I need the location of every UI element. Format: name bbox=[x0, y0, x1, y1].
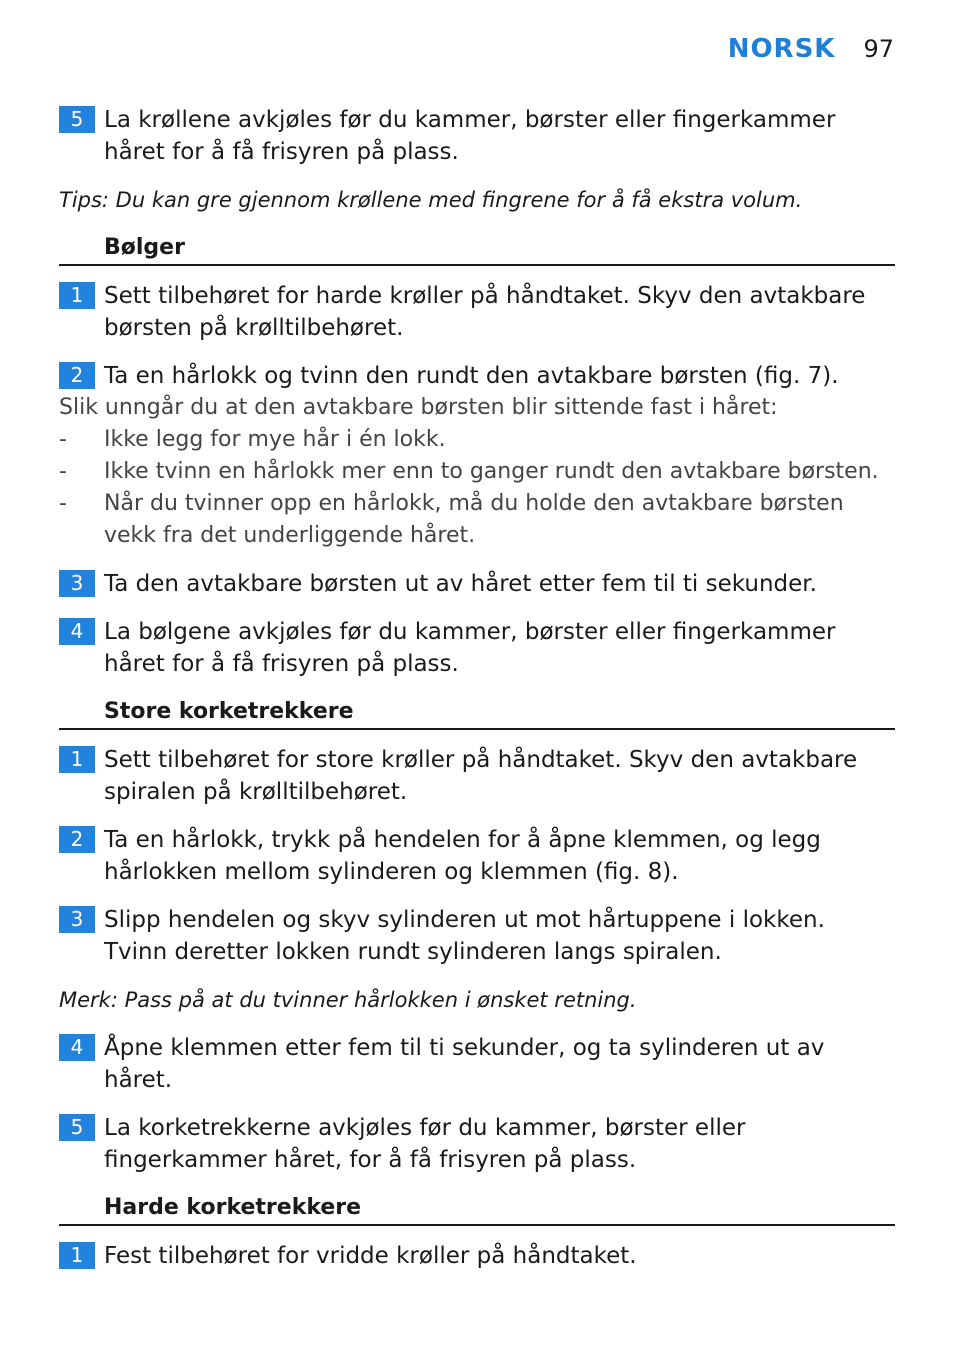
step-text: Åpne klemmen etter fem til ti sekunder, og ta sylinderen ut av håret. bbox=[104, 1035, 825, 1093]
section-heading: Store korketrekkere bbox=[59, 696, 895, 730]
note-text: Tips: Du kan gre gjennom krøllene med fingrene for å få ekstra volum. bbox=[59, 188, 803, 212]
step-text: Ta en hårlokk, trykk på hendelen for å åpne klemmen, og legg hårlokken mellom sylinderen og klemmen (fig. 8). bbox=[104, 827, 821, 885]
bullet-item bbox=[59, 488, 895, 552]
step-number-badge: 1 bbox=[59, 282, 95, 309]
step-text: Ta den avtakbare børsten ut av håret etter fem til ti sekunder. bbox=[104, 571, 817, 597]
dash-bullet: - bbox=[59, 491, 67, 516]
step-text: Slipp hendelen og skyv sylinderen ut mot hårtuppene i lokken. Tvinn deretter lokken rundt sylinderen langs spiralen. bbox=[104, 907, 825, 965]
body-text: Slik unngår du at den avtakbare børsten blir sittende fast i håret: bbox=[59, 395, 778, 420]
page-number: 97 bbox=[863, 35, 894, 63]
bullet-item bbox=[59, 456, 895, 488]
step-number-badge: 4 bbox=[59, 618, 95, 645]
step-number-badge: 2 bbox=[59, 826, 95, 853]
instruction-step bbox=[59, 104, 895, 168]
step-number-badge: 5 bbox=[59, 106, 95, 133]
instruction-step bbox=[59, 824, 895, 888]
step-number-badge: 1 bbox=[59, 1242, 95, 1269]
step-number-badge: 1 bbox=[59, 746, 95, 773]
instruction-step bbox=[59, 744, 895, 808]
instruction-step bbox=[59, 616, 895, 680]
instruction-step bbox=[59, 568, 895, 600]
instruction-step bbox=[59, 1032, 895, 1096]
instruction-step bbox=[59, 280, 895, 344]
step-number-badge: 5 bbox=[59, 1114, 95, 1141]
bullet-item bbox=[59, 424, 895, 456]
step-text: Fest tilbehøret for vridde krøller på håndtaket. bbox=[104, 1243, 637, 1269]
step-text: La bølgene avkjøles før du kammer, børster eller fingerkammer håret for å få frisyren på plass. bbox=[104, 619, 836, 677]
section-heading: Harde korketrekkere bbox=[59, 1192, 895, 1226]
step-number-badge: 3 bbox=[59, 570, 95, 597]
step-number-badge: 4 bbox=[59, 1034, 95, 1061]
bullet-text: Ikke tvinn en hårlokk mer enn to ganger rundt den avtakbare børsten. bbox=[104, 459, 879, 484]
step-text: La korketrekkerne avkjøles før du kammer, børster eller fingerkammer håret, for å få frisyren på plass. bbox=[104, 1115, 746, 1173]
step-number-badge: 3 bbox=[59, 906, 95, 933]
section-heading: Bølger bbox=[59, 232, 895, 266]
step-text: Sett tilbehøret for store krøller på håndtaket. Skyv den avtakbare spiralen på krølltilbehøret. bbox=[104, 747, 858, 805]
page-header bbox=[728, 34, 894, 64]
bullet-text: Når du tvinner opp en hårlokk, må du holde den avtakbare børsten vekk fra det underliggende håret. bbox=[104, 491, 844, 548]
step-text: La krøllene avkjøles før du kammer, børster eller fingerkammer håret for å få frisyren på plass. bbox=[104, 107, 836, 165]
step-text: Ta en hårlokk og tvinn den rundt den avtakbare børsten (fig. 7). bbox=[104, 363, 839, 389]
step-number-badge: 2 bbox=[59, 362, 95, 389]
language-label: NORSK bbox=[727, 34, 836, 64]
instruction-step bbox=[59, 360, 895, 392]
instruction-step bbox=[59, 1112, 895, 1176]
instruction-step bbox=[59, 904, 895, 968]
bullet-text: Ikke legg for mye hår i én lokk. bbox=[104, 427, 446, 452]
step-text: Sett tilbehøret for harde krøller på håndtaket. Skyv den avtakbare børsten på krølltilbehøret. bbox=[104, 283, 866, 341]
note-text: Merk: Pass på at du tvinner hårlokken i ønsket retning. bbox=[59, 988, 637, 1012]
dash-bullet: - bbox=[59, 427, 67, 452]
dash-bullet: - bbox=[59, 459, 67, 484]
instruction-step bbox=[59, 1240, 895, 1272]
manual-content bbox=[59, 104, 895, 1288]
